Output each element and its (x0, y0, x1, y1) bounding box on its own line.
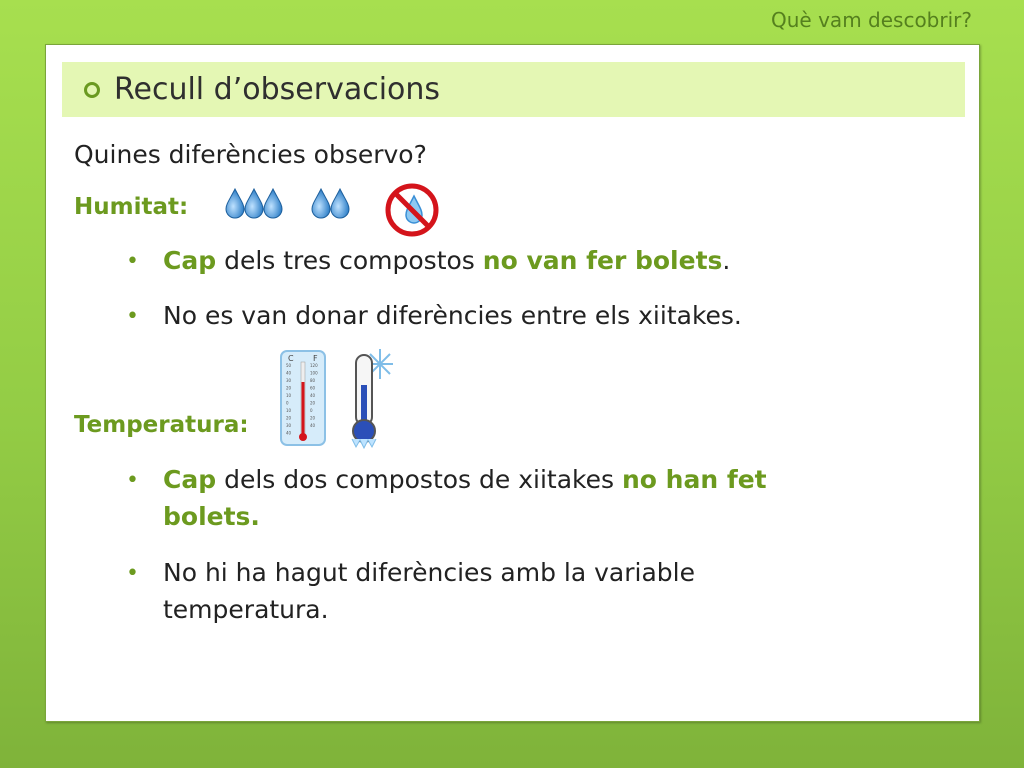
f-tick-label: 100 (310, 370, 318, 376)
temperatura-bullet-1-line-2: bolets. (163, 502, 260, 531)
c-tick-label: 10 (286, 393, 292, 398)
bullet-dot: • (126, 468, 139, 493)
c-tick-label: 40 (286, 430, 292, 436)
temperatura-bullet-2-line-2: temperatura. (163, 595, 329, 624)
bullet-dot: • (126, 249, 139, 274)
title-bar (62, 62, 965, 117)
content-panel (45, 44, 980, 722)
circle-bullet-icon (84, 82, 100, 98)
three-drops-icon (224, 187, 286, 221)
c-tick-label: 40 (286, 370, 292, 376)
humitat-bullet-2: No es van donar diferències entre els xiitakes. (163, 301, 742, 330)
c-label: C (288, 354, 294, 363)
temperatura-bullet-1-line-1: Cap dels dos compostos de xiitakes no han fet (163, 465, 767, 494)
c-tick-label: 50 (286, 363, 292, 368)
f-tick-label: 40 (310, 423, 316, 428)
f-label: F (313, 354, 318, 363)
c-tick-label: 30 (286, 378, 292, 383)
c-tick-label: 30 (286, 423, 292, 428)
c-tick-label: 10 (286, 408, 292, 413)
c-tick-label: 20 (286, 415, 292, 421)
c-tick-label: 0 (286, 400, 289, 406)
section-title: Què vam descobrir? (771, 8, 972, 32)
humitat-label: Humitat: (74, 194, 189, 220)
bullet-dot: • (126, 561, 139, 586)
no-water-icon (384, 182, 440, 238)
temperatura-label: Temperatura: (74, 412, 249, 438)
f-tick-label: 40 (310, 393, 316, 398)
f-tick-label: 20 (310, 400, 316, 406)
slide-title: Recull d’observacions (114, 72, 441, 107)
f-tick-label: 60 (310, 385, 316, 391)
f-tick-label: 20 (310, 415, 316, 421)
two-drops-icon (310, 187, 352, 221)
f-tick-label: 0 (310, 408, 313, 413)
f-tick-label: 120 (310, 363, 318, 368)
question-text: Quines diferències observo? (74, 140, 427, 169)
f-tick-label: 80 (310, 378, 316, 383)
bullet-dot: • (126, 304, 139, 329)
thermometer-scale-icon (280, 350, 326, 446)
cold-thermometer-icon (348, 345, 394, 449)
c-tick-label: 20 (286, 385, 292, 391)
temperatura-bullet-2-line-1: No hi ha hagut diferències amb la variable (163, 558, 695, 587)
humitat-bullet-1: Cap dels tres compostos no van fer bolets. (163, 246, 731, 275)
